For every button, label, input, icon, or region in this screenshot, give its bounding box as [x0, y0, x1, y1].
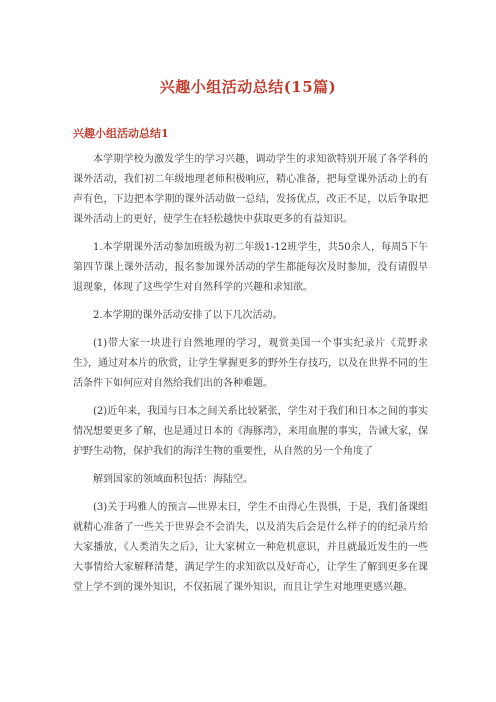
paragraph-intro: 本学期学校为激发学生的学习兴趣，调动学生的求知欲特别开展了各学科的课外活动，我们初二年级地理老师积极响应，精心准备，把每堂课外活动上的有声有色，下边把本学期的课外活动做一总结，发扬优点，改正不足，以后争取把课外活动上的更好，使学生在轻松越快中获取更多的有益知识。 [73, 154, 428, 225]
paragraph-item-1: 1.本学期课外活动参加班级为初二年级1-12班学生，共50余人，每周5下午第四节课上课外活动，报名参加课外活动的学生都能每次及时参加，没有请假早退现象，体现了这些学生对自然科学的兴趣和求知欲。 [73, 242, 428, 293]
paragraph-item-2: 2.本学期的课外活动安排了以下几次活动。 [93, 310, 283, 321]
paragraph-activity-3: (3)关于玛雅人的预言—世界末日，学生不由得心生畏惧，于是，我们备课组就精心准备了一些关于世界会不会消失，以及消失后会是什么样子的的纪录片给大家播放，《人类消失之后》，让大家树立一种危机意识，并且就最近发生的一些大事情给大家解释清楚，满足学生的求知欲以及好奇心，让学生了解到更多在课堂上学不到的课外知识，不仅拓展了课外知识，而且让学生对地理更感兴趣。 [73, 502, 428, 593]
paragraph-activity-1: (1)带大家一块进行自然地理的学习，观赏美国一个事实纪录片《荒野求生》，通过对本片的欣赏，让学生掌握更多的野外生存技巧，以及在世界不同的生活条件下如何应对自然给我们出的各种难题。 [73, 338, 428, 389]
document-title: 兴趣小组活动总结(15篇) [159, 78, 337, 96]
section-heading: 兴趣小组活动总结1 [73, 127, 169, 140]
paragraph-activity-2-cont: 解到国家的领域面积包括：海陆空。 [93, 474, 253, 485]
document-body [73, 150, 428, 606]
paragraph-activity-2: (2)近年来，我国与日本之间关系比较紧张，学生对于我们和日本之间的事实情况想要更多了解，也是通过日本的《海豚湾》，来用血腥的事实，告诫大家，保护野生动物，保护我们的海洋生物的重要性，从自然的另一个角度了 [73, 406, 428, 457]
